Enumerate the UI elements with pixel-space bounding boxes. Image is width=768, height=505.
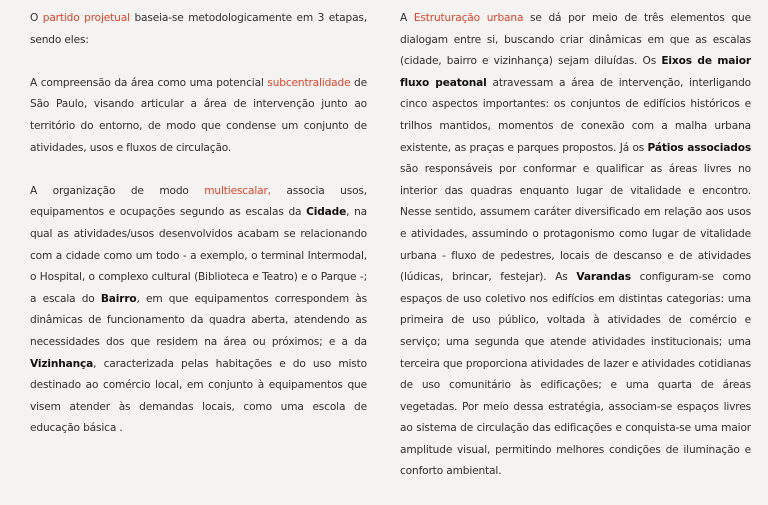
text-run: baseia-se metodologicamente em 3 etapas, sendo eles:	[30, 12, 367, 46]
partido-projetual-paragraph	[30, 8, 367, 51]
text-run: A compreensão da área como uma potencial	[30, 76, 268, 89]
text-run: A organização de modo	[30, 184, 205, 197]
bold-eixos-fluxo: Eixos de maior fluxo peatonal	[400, 55, 751, 89]
text-run: se dá por meio de três elementos que dialogam entre si, buscando criar dinâmicas em que as escalas (cidade, bairro e vizinhança) sejam diluídas. Os	[400, 12, 751, 68]
text-run: são responsáveis por conformar e qualificar as áreas livres no interior das quadras enquanto lugar de vitalidade e encontro. Nesse sentido, assumem caráter diversificado em relação aos usos e atividades, assumindo o protagonismo como lugar de vitalidade urbana - fluxo de pedestres, locais de descanso e de atividades (lúdicas, brincar, festejar). As	[400, 163, 751, 284]
estruturacao-urbana-paragraph	[400, 8, 751, 483]
bold-bairro: Bairro	[100, 292, 137, 305]
text-run: configuram-se como espaços de uso coletivo nos edifícios em distintas categorias: uma primeira de uso público, voltada à atividades de comércio e serviço; uma segunda que atende atividades institucionais; uma terceira que proporciona atividades de lazer e atividades cotidianas de uso comunitário às edificações; e uma quarta de áreas vegetadas. Por meio dessa estratégia, associam-se espaços livres ao sistema de circulação das edificações e conquista-se uma maior amplitude visual, permitindo melhores condições de iluminação e conforto ambiental.	[400, 271, 751, 478]
text-run: , caracterizada pelas habitações e do uso misto destinado ao comércio local, em conjunto à equipamentos que visem atender às demandas locais, como uma escola de educação básica .	[30, 357, 367, 435]
highlight-multiescalar: multiescalar,	[204, 184, 271, 197]
multiescalar-paragraph	[30, 181, 367, 440]
highlight-subcentralidade: subcentralidade	[267, 76, 351, 89]
text-run: , na qual as atividades/usos desenvolvidos acabam se relacionando com a cidade como um todo - a exemplo, o terminal Intermodal, o Hospital, o complexo cultural (Biblioteca e Teatro) e o Parque -; a escala do	[30, 206, 367, 305]
bold-cidade: Cidade	[306, 206, 347, 219]
left-column	[30, 8, 367, 461]
text-run: de São Paulo, visando articular a área de intervenção junto ao território do entorno, de modo que condense um conjunto de atividades, usos e fluxos de circulação.	[30, 76, 367, 154]
right-column	[400, 8, 751, 505]
subcentralidade-paragraph	[30, 73, 367, 159]
highlight-partido-projetual: partido projetual	[42, 12, 130, 24]
text-run: , em que equipamentos correspondem às dinâmicas de funcionamento da quadra aberta, atendendo as necessidades dos que residem na área ou próximos; e a da	[30, 292, 367, 348]
text-run: atravessam a área de intervenção, interligando cinco aspectos importantes: os conjuntos de edifícios históricos e trilhos mantidos, momentos de conexão com a malha urbana existente, as praças e parques propostos. Já os	[400, 76, 752, 154]
bold-patios-associados: Pátios associados	[647, 141, 752, 154]
text-run: O	[30, 12, 43, 24]
text-run: A	[400, 12, 414, 24]
bold-varandas: Varandas	[576, 271, 631, 284]
bold-vizinhanca: Vizinhança	[30, 357, 94, 370]
text-run: associa usos, equipamentos e ocupações segundo as escalas da	[30, 184, 367, 219]
highlight-estruturacao-urbana: Estruturação urbana	[413, 12, 524, 24]
